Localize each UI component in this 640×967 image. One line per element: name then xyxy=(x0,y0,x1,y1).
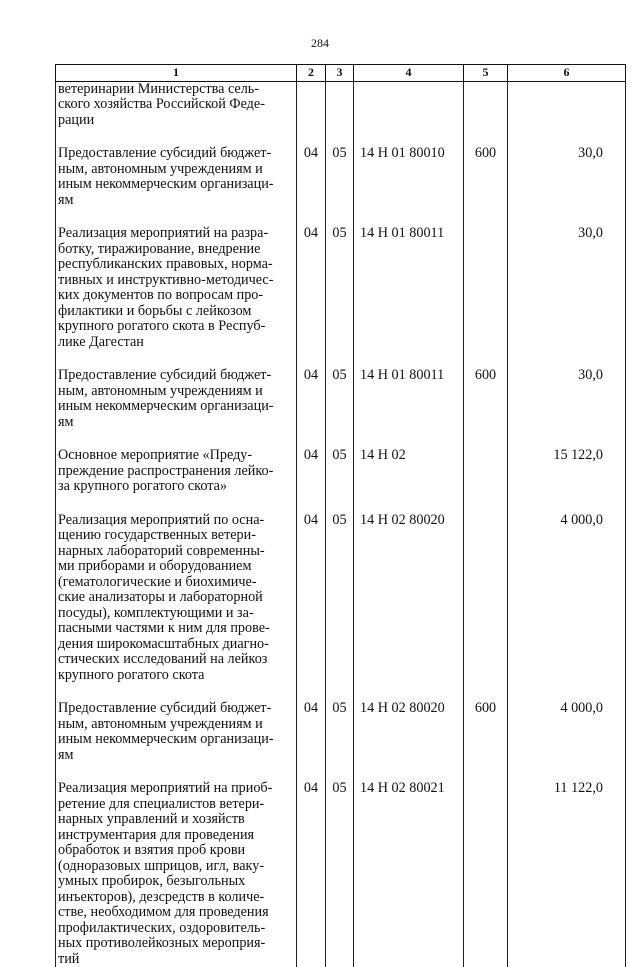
expense-type-cell xyxy=(464,513,508,702)
amount-cell: 30,0 xyxy=(508,146,626,226)
subsection-cell: 05 xyxy=(326,701,354,781)
row-name-line: Предоставление субсидий бюджет- xyxy=(58,368,294,384)
row-name-line: щению государственных ветери- xyxy=(58,528,294,544)
target-article-cell: 14 Н 01 80010 xyxy=(354,146,464,226)
row-name-line: ным, автономным учреждениям и xyxy=(58,384,294,400)
table-row xyxy=(56,368,626,448)
row-name-line: ным, автономным учреждениям и xyxy=(58,717,294,733)
budget-table xyxy=(55,64,626,967)
row-name-line: крупного рогатого скота xyxy=(58,668,294,684)
row-name-line: пасными частями к ним для прове- xyxy=(58,621,294,637)
row-name-line: ми приборами и оборудованием xyxy=(58,559,294,575)
row-name-line: дения широкомасштабных диагно- xyxy=(58,637,294,653)
target-article-cell: 14 Н 01 80011 xyxy=(354,226,464,368)
row-name-line: инструментария для проведения xyxy=(58,828,294,844)
subsection-cell: 05 xyxy=(326,513,354,702)
expense-type-cell xyxy=(464,226,508,368)
target-article-cell: 14 Н 01 80011 xyxy=(354,368,464,448)
table-row xyxy=(56,81,626,146)
expense-type-cell: 600 xyxy=(464,701,508,781)
row-name-line: (гематологические и биохимиче- xyxy=(58,575,294,591)
section-cell: 04 xyxy=(297,513,326,702)
row-name-line: (одноразовых шприцов, игл, ваку- xyxy=(58,859,294,875)
row-name-cell xyxy=(56,81,297,146)
row-name-cell xyxy=(56,513,297,702)
target-article-cell: 14 Н 02 80020 xyxy=(354,701,464,781)
amount-cell: 15 122,0 xyxy=(508,448,626,513)
row-name-line: ным, автономным учреждениям и xyxy=(58,162,294,178)
row-name-line: Предоставление субсидий бюджет- xyxy=(58,146,294,162)
row-name-cell xyxy=(56,448,297,513)
row-name-line: преждение распространения лейко- xyxy=(58,464,294,480)
table-row xyxy=(56,448,626,513)
row-name-line: ветеринарии Министерства сель- xyxy=(58,82,294,98)
row-name-line: ского хозяйства Российской Феде- xyxy=(58,97,294,113)
column-header: 6 xyxy=(508,65,626,82)
column-header: 1 xyxy=(56,65,297,82)
amount-cell: 30,0 xyxy=(508,226,626,368)
row-name-line: обработок и взятия проб крови xyxy=(58,843,294,859)
row-name-line: рации xyxy=(58,113,294,129)
section-cell: 04 xyxy=(297,781,326,967)
row-name-line: профилактических, оздоровитель- xyxy=(58,921,294,937)
target-article-cell: 14 Н 02 xyxy=(354,448,464,513)
row-name-line: иным некоммерческим организаци- xyxy=(58,732,294,748)
row-name-line: ных противолейкозных мероприя- xyxy=(58,936,294,952)
expense-type-cell: 600 xyxy=(464,368,508,448)
row-name-line: за крупного рогатого скота» xyxy=(58,479,294,495)
row-name-line: ям xyxy=(58,748,294,764)
row-name-line: Реализация мероприятий на разра- xyxy=(58,226,294,242)
table-row xyxy=(56,701,626,781)
row-name-line: иным некоммерческим организаци- xyxy=(58,177,294,193)
row-name-line: республиканских правовых, норма- xyxy=(58,257,294,273)
row-name-line: Реализация мероприятий по осна- xyxy=(58,513,294,529)
amount-cell: 11 122,0 xyxy=(508,781,626,967)
amount-cell: 4 000,0 xyxy=(508,513,626,702)
row-name-line: ям xyxy=(58,415,294,431)
amount-cell: 30,0 xyxy=(508,368,626,448)
row-name-line: Реализация мероприятий на приоб- xyxy=(58,781,294,797)
row-name-cell xyxy=(56,701,297,781)
target-article-cell xyxy=(354,81,464,146)
row-name-line: умных пробирок, безыгольных xyxy=(58,874,294,890)
row-name-line: лике Дагестан xyxy=(58,335,294,351)
expense-type-cell: 600 xyxy=(464,146,508,226)
column-header: 3 xyxy=(326,65,354,82)
row-name-line: иным некоммерческим организаци- xyxy=(58,399,294,415)
column-header: 5 xyxy=(464,65,508,82)
table-row xyxy=(56,226,626,368)
table-row xyxy=(56,146,626,226)
row-name-line: тий xyxy=(58,952,294,967)
row-name-line: Основное мероприятие «Преду- xyxy=(58,448,294,464)
expense-type-cell xyxy=(464,781,508,967)
row-name-line: ские анализаторы и лабораторной xyxy=(58,590,294,606)
section-cell: 04 xyxy=(297,368,326,448)
subsection-cell: 05 xyxy=(326,781,354,967)
subsection-cell: 05 xyxy=(326,368,354,448)
row-name-line: посуды), комплектующими и за- xyxy=(58,606,294,622)
section-cell: 04 xyxy=(297,701,326,781)
row-name-cell xyxy=(56,146,297,226)
row-name-cell xyxy=(56,781,297,967)
column-header: 2 xyxy=(297,65,326,82)
row-name-line: филактики и борьбы с лейкозом xyxy=(58,304,294,320)
target-article-cell: 14 Н 02 80020 xyxy=(354,513,464,702)
subsection-cell: 05 xyxy=(326,448,354,513)
expense-type-cell xyxy=(464,448,508,513)
row-name-line: стических исследований на лейкоз xyxy=(58,652,294,668)
row-name-line: ботку, тиражирование, внедрение xyxy=(58,242,294,258)
row-name-line: ям xyxy=(58,193,294,209)
expense-type-cell xyxy=(464,81,508,146)
amount-cell xyxy=(508,81,626,146)
row-name-line: ких документов по вопросам про- xyxy=(58,288,294,304)
table-row xyxy=(56,513,626,702)
row-name-line: ретение для специалистов ветери- xyxy=(58,797,294,813)
section-cell: 04 xyxy=(297,226,326,368)
subsection-cell xyxy=(326,81,354,146)
subsection-cell: 05 xyxy=(326,146,354,226)
row-name-line: инъекторов), дезсредств в количе- xyxy=(58,890,294,906)
row-name-line: тивных и инструктивно-методичес- xyxy=(58,273,294,289)
row-name-cell xyxy=(56,226,297,368)
row-name-line: стве, необходимом для проведения xyxy=(58,905,294,921)
row-name-line: крупного рогатого скота в Респуб- xyxy=(58,319,294,335)
row-name-cell xyxy=(56,368,297,448)
section-cell: 04 xyxy=(297,448,326,513)
row-name-line: нарных лабораторий современны- xyxy=(58,544,294,560)
subsection-cell: 05 xyxy=(326,226,354,368)
table-header-row xyxy=(56,65,626,82)
table-row xyxy=(56,781,626,967)
target-article-cell: 14 Н 02 80021 xyxy=(354,781,464,967)
column-header: 4 xyxy=(354,65,464,82)
section-cell: 04 xyxy=(297,146,326,226)
amount-cell: 4 000,0 xyxy=(508,701,626,781)
page-number: 284 xyxy=(0,36,640,51)
row-name-line: нарных управлений и хозяйств xyxy=(58,812,294,828)
section-cell xyxy=(297,81,326,146)
row-name-line: Предоставление субсидий бюджет- xyxy=(58,701,294,717)
